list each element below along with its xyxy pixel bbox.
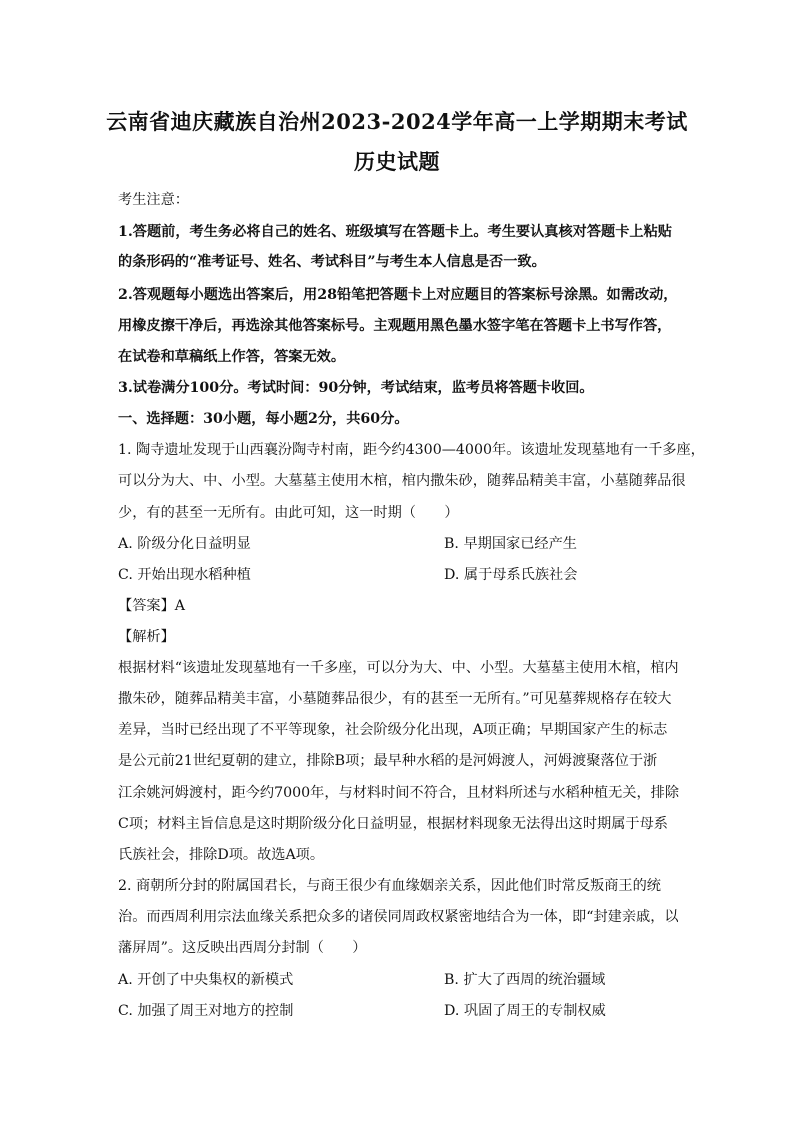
- question-1-option-b: B. 早期国家已经产生: [444, 536, 577, 552]
- exam-subject-title: 历史试题: [354, 149, 440, 174]
- question-1-analysis-line: 差异，当时已经出现了不平等现象，社会阶级分化出现，A项正确；早期国家产生的标志: [118, 722, 668, 738]
- question-1-answer: 【答案】A: [118, 598, 185, 614]
- notice-line: 3.试卷满分100分。考试时间：90分钟，考试结束，监考员将答题卡收回。: [118, 380, 594, 396]
- notice-line: 2.答观题每小题选出答案后，用28铅笔把答题卡上对应题目的答案标号涂黑。如需改动，: [118, 287, 678, 303]
- notice-line: 用橡皮擦干净后，再选涂其他答案标号。主观题用黑色墨水签字笔在答题卡上书写作答，: [118, 318, 672, 334]
- question-1-stem-line: 1. 陶寺遗址发现于山西襄汾陶寺村南，距今约4300—4000年。该遗址发现墓地有一千多座，: [118, 442, 705, 458]
- section-heading: 一、选择题：30小题，每小题2分，共60分。: [118, 411, 409, 427]
- question-1-analysis-label: 【解析】: [118, 629, 175, 645]
- question-1-stem-line: 少，有的甚至一无所有。由此可知，这一时期（ ）: [118, 505, 459, 521]
- question-1-analysis-line: 江余姚河姆渡村，距今约7000年，与材料时间不符合，且材料所述与水稻种植无关，排除: [118, 785, 680, 801]
- question-1-option-d: D. 属于母系氏族社会: [444, 567, 578, 583]
- question-1-analysis-line: 撒朱砂，随葬品精美丰富，小墓随葬品很少，有的甚至一无所有。”可见墓葬规格存在较大: [118, 691, 672, 707]
- question-2-stem-line: 治。而西周利用宗法血缘关系把众多的诸侯同周政权紧密地结合为一体，即“封建亲戚，以: [118, 909, 679, 925]
- question-1-option-c: C. 开始出现水稻种植: [118, 567, 251, 583]
- question-2-option-b: B. 扩大了西周的统治疆域: [444, 972, 606, 988]
- question-2-stem-line: 藩屏周”。这反映出西周分封制（ ）: [118, 940, 367, 956]
- exam-title: 云南省迪庆藏族自治州2023-2024学年高一上学期期末考试: [106, 109, 688, 134]
- notice-label: 考生注意：: [118, 192, 189, 208]
- notice-line: 在试卷和草稿纸上作答，答案无效。: [118, 349, 346, 365]
- question-1-option-a: A. 阶级分化日益明显: [118, 536, 251, 552]
- notice-line: 1.答题前，考生务必将自己的姓名、班级填写在答题卡上。考生要认真核对答题卡上粘贴: [118, 224, 672, 240]
- question-2-option-c: C. 加强了周王对地方的控制: [118, 1003, 294, 1019]
- question-1-analysis-line: 氏族社会，排除D项。故选A项。: [118, 847, 325, 863]
- question-1-analysis-line: C项；材料主旨信息是这时期阶级分化日益明显，根据材料现象无法得出这时期属于母系: [118, 816, 668, 832]
- notice-line: 的条形码的“准考证号、姓名、考试科目”与考生本人信息是否一致。: [118, 254, 546, 270]
- question-2-stem-line: 2. 商朝所分封的附属国君长，与商王很少有血缘姻亲关系，因此他们时常反叛商王的统: [118, 878, 661, 894]
- question-2-option-d: D. 巩固了周王的专制权威: [444, 1003, 606, 1019]
- question-1-analysis-line: 是公元前21世纪夏朝的建立，排除B项；最早种水稻的是河姆渡人，河姆渡聚落位于浙: [118, 753, 658, 769]
- question-2-option-a: A. 开创了中央集权的新模式: [118, 972, 294, 988]
- question-1-stem-line: 可以分为大、中、小型。大墓墓主使用木棺，棺内撒朱砂，随葬品精美丰富，小墓随葬品很: [118, 473, 686, 489]
- question-1-analysis-line: 根据材料“该遗址发现墓地有一千多座，可以分为大、中、小型。大墓墓主使用木棺，棺内: [118, 660, 679, 676]
